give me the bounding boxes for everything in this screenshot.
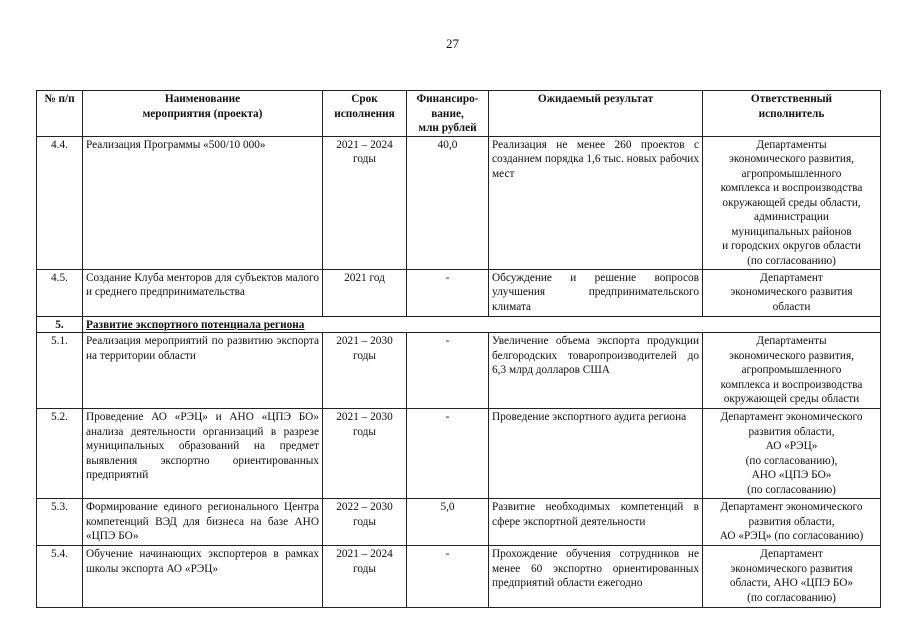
row-responsible: Департамент экономического развития области, АНО «ЦПЭ БО» (по согласованию)	[703, 546, 881, 608]
table-row	[37, 409, 881, 499]
page-number: 27	[446, 36, 459, 51]
row-term: 2021 – 2030 годы	[323, 409, 407, 499]
row-number: 4.4.	[37, 136, 83, 269]
table-row	[37, 546, 881, 608]
row-result: Обсуждение и решение вопросов улучшения предпринимательского климата	[489, 269, 703, 316]
row-result: Прохождение обучения сотрудников не менее 60 экспортно ориентированных предприятий области ежегодно	[489, 546, 703, 608]
row-financing: 5,0	[407, 499, 489, 546]
section-title: Развитие экспортного потенциала региона	[83, 316, 881, 333]
row-term: 2021 – 2024 годы	[323, 546, 407, 608]
row-responsible: Департамент экономического развития области, АО «РЭЦ» (по согласованию), АНО «ЦПЭ БО» (по согласованию)	[703, 409, 881, 499]
table-row	[37, 333, 881, 409]
section-number: 5.	[37, 316, 83, 333]
row-name: Проведение АО «РЭЦ» и АНО «ЦПЭ БО» анализа деятельности организаций в разрезе муниципальных образований на предмет выявления экспортно ориентированных предприятий	[83, 409, 323, 499]
section-row	[37, 316, 881, 333]
row-name: Обучение начинающих экспортеров в рамках школы экспорта АО «РЭЦ»	[83, 546, 323, 608]
row-name: Создание Клуба менторов для субъектов малого и среднего предпринимательства	[83, 269, 323, 316]
row-responsible: Департаменты экономического развития, агропромышленного комплекса и воспроизводства окружающей среды области, администрации муниципальных районов и городских округов области (по согласованию)	[703, 136, 881, 269]
row-result: Реализация не менее 260 проектов с созданием порядка 1,6 тыс. новых рабочих мест	[489, 136, 703, 269]
row-financing: -	[407, 546, 489, 608]
row-number: 5.3.	[37, 499, 83, 546]
header-name: Наименование мероприятия (проекта)	[83, 91, 323, 137]
row-responsible: Департаменты экономического развития, агропромышленного комплекса и воспроизводства окружающей среды области	[703, 333, 881, 409]
row-name: Реализация мероприятий по развитию экспорта на территории области	[83, 333, 323, 409]
row-term: 2021 год	[323, 269, 407, 316]
row-result: Проведение экспортного аудита региона	[489, 409, 703, 499]
table-row	[37, 499, 881, 546]
row-financing: 40,0	[407, 136, 489, 269]
header-responsible: Ответственный исполнитель	[703, 91, 881, 137]
row-term: 2022 – 2030 годы	[323, 499, 407, 546]
row-number: 5.2.	[37, 409, 83, 499]
header-num: № п/п	[37, 91, 83, 137]
row-term: 2021 – 2030 годы	[323, 333, 407, 409]
table-row	[37, 269, 881, 316]
row-name: Формирование единого регионального Центра компетенций ВЭД для бизнеса на базе АНО «ЦПЭ БО»	[83, 499, 323, 546]
header-term: Срок исполнения	[323, 91, 407, 137]
row-financing: -	[407, 269, 489, 316]
row-responsible: Департамент экономического развития области, АО «РЭЦ» (по согласованию)	[703, 499, 881, 546]
table-header-row	[37, 91, 881, 137]
row-term: 2021 – 2024 годы	[323, 136, 407, 269]
row-number: 5.1.	[37, 333, 83, 409]
row-result: Развитие необходимых компетенций в сфере экспортной деятельности	[489, 499, 703, 546]
row-financing: -	[407, 409, 489, 499]
row-result: Увеличение объема экспорта продукции белгородских товаропроизводителей до 6,3 млрд долларов США	[489, 333, 703, 409]
header-result: Ожидаемый результат	[489, 91, 703, 137]
row-number: 5.4.	[37, 546, 83, 608]
table-row	[37, 136, 881, 269]
row-financing: -	[407, 333, 489, 409]
row-name: Реализация Программы «500/10 000»	[83, 136, 323, 269]
row-responsible: Департамент экономического развития области	[703, 269, 881, 316]
header-financing: Финансиро- вание, млн рублей	[407, 91, 489, 137]
row-number: 4.5.	[37, 269, 83, 316]
plan-table	[36, 90, 881, 608]
